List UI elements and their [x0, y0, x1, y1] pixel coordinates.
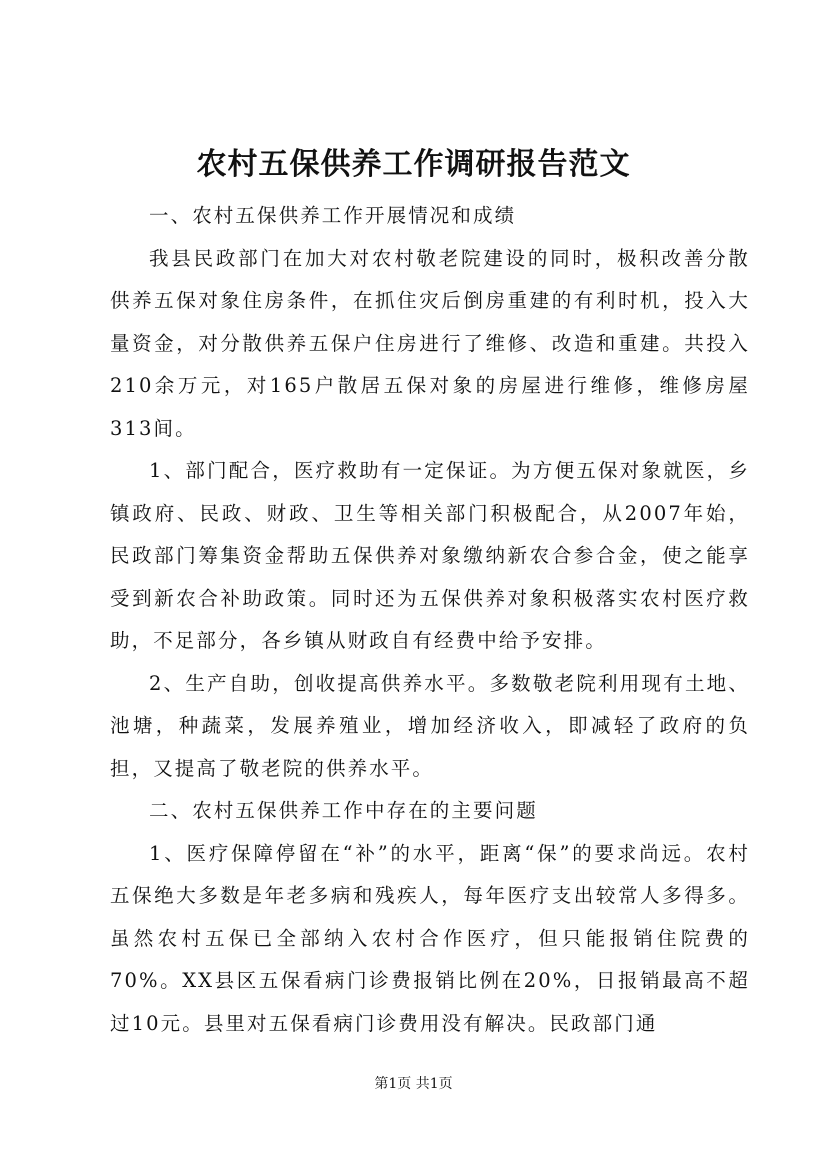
- section-heading: 一、农村五保供养工作开展情况和成绩: [149, 204, 517, 227]
- document-title: 农村五保供养工作调研报告范文: [196, 147, 631, 182]
- paragraph: 2、生产自助，创收提高供养水平。多数敬老院利用现有土地、池塘，种蔬菜，发展养殖业，增加经济收入，即减轻了政府的负担，又提高了敬老院的供养水平。: [110, 671, 750, 780]
- page-number-footer: 第1页 共1页: [374, 1076, 453, 1092]
- section-heading: 二、农村五保供养工作中存在的主要问题: [149, 799, 538, 822]
- paragraph: 1、部门配合，医疗救助有一定保证。为方便五保对象就医，乡镇政府、民政、财政、卫生等相关部门积极配合，从2007年始，民政部门筹集资金帮助五保供养对象缴纳新农合参合金，使之能享受到新农合补助政策。同时还为五保供养对象积极落实农村医疗救助，不足部分，各乡镇从财政自有经费中给予安排。: [110, 459, 750, 652]
- paragraph: 1、医疗保障停留在“补”的水平，距离“保”的要求尚远。农村五保绝大多数是年老多病和残疾人，每年医疗支出较常人多得多。虽然农村五保已全部纳入农村合作医疗，但只能报销住院费的70%。XX县区五保看病门诊费报销比例在20%，日报销最高不超过10元。县里对五保看病门诊费用没有解决。民政部门通: [110, 841, 750, 1035]
- paragraph: 我县民政部门在加大对农村敬老院建设的同时，极积改善分散供养五保对象住房条件，在抓住灾后倒房重建的有利时机，投入大量资金，对分散供养五保户住房进行了维修、改造和重建。共投入210余万元，对165户散居五保对象的房屋进行维修，维修房屋313间。: [110, 246, 750, 440]
- document-body: [110, 195, 750, 1045]
